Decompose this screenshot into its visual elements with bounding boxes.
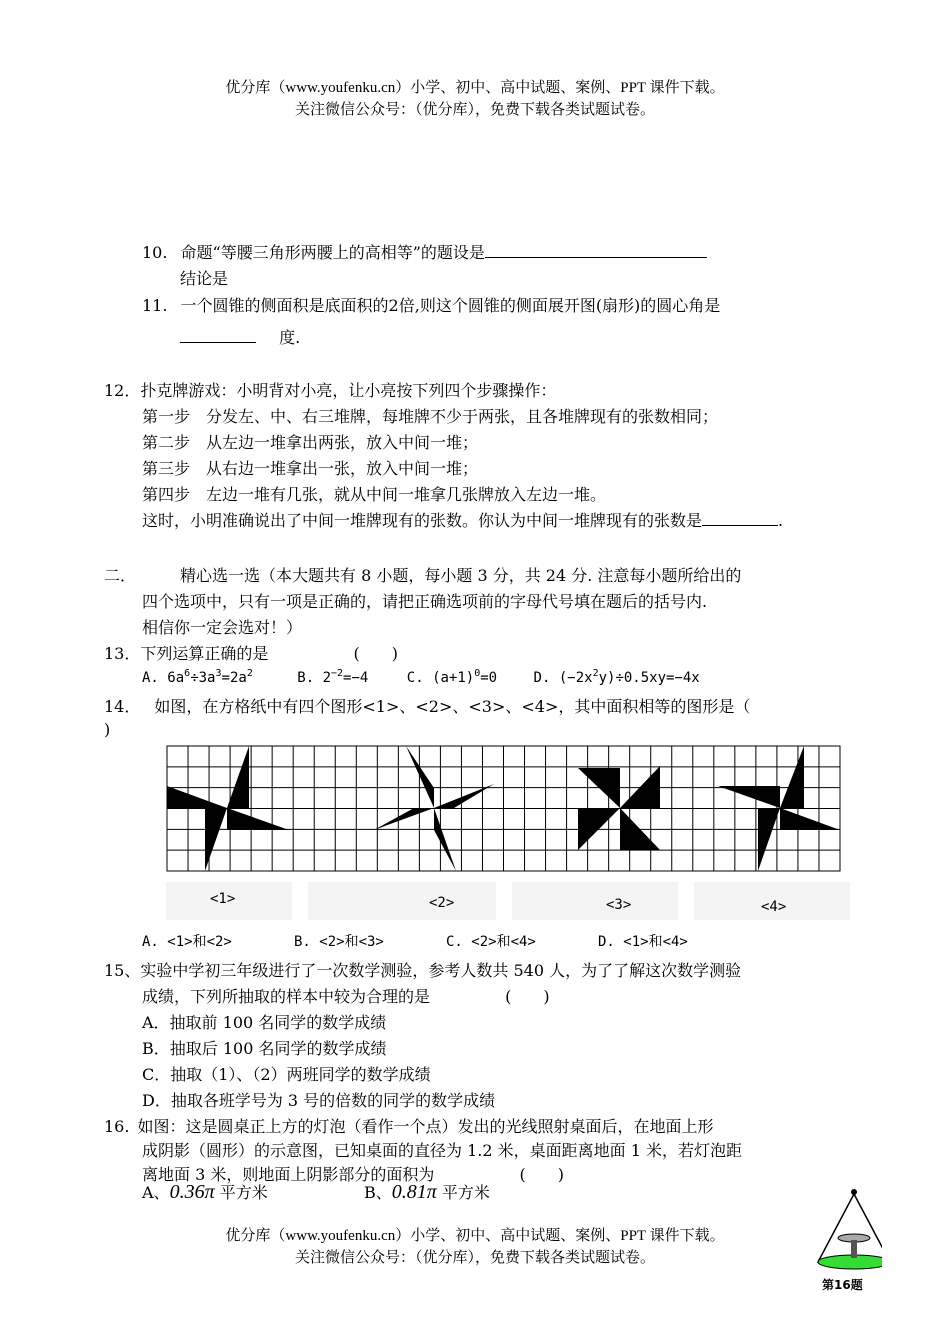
question-text: 命题“等腰三角形两腰上的高相等”的题设是 <box>180 243 485 262</box>
figure-label-2: <2> <box>429 895 455 911</box>
section-2-number: 二． <box>104 566 137 585</box>
bulb <box>851 1189 857 1195</box>
question-14 <box>104 694 750 717</box>
step-3: 第三步 从右边一堆拿出一张，放入中间一堆； <box>142 459 479 478</box>
section-2-line-3: 相信你一定会选对！） <box>142 618 303 637</box>
option-a[interactable]: A. $6a^6\div 3a^3=2a^2$ <box>142 668 253 686</box>
question-text: 下列运算正确的是 <box>140 644 269 663</box>
question-number: 16. <box>104 1117 130 1136</box>
option-b[interactable]: B．抽取后 100 名同学的数学成绩 <box>142 1039 387 1058</box>
question-text: 扑克牌游戏：小明背对小亮，让小亮按下列四个步骤操作： <box>140 381 557 400</box>
figure-label-1: <1> <box>210 891 236 907</box>
question-11 <box>142 293 720 316</box>
question-11-answer-line <box>180 325 300 348</box>
question-14-options <box>142 931 688 951</box>
figure-caption: 第16题 <box>822 1278 863 1292</box>
option-d[interactable]: D. <1>和<4> <box>598 934 688 950</box>
option-d[interactable]: D．抽取各班学号为 3 号的倍数的同学的数学成绩 <box>142 1091 496 1110</box>
footer-line-1: 优分库（www.youfenku.cn）小学、初中、高中试题、案例、PPT 课件下载。 <box>225 1228 725 1244</box>
question-text: 离地面 3 米，则地面上阴影部分的面积为 <box>142 1165 435 1184</box>
period: . <box>778 511 784 530</box>
unit-text: 度. <box>279 328 301 347</box>
question-number: 10. <box>142 243 168 262</box>
question-text: 这时，小明准确说出了中间一堆牌现有的张数。你认为中间一堆牌现有的张数是 <box>142 511 703 530</box>
section-2-line-2: 四个选项中，只有一项是正确的，请把正确选项前的字母代号填在题后的括号内. <box>142 592 708 611</box>
question-16-options <box>142 1180 490 1204</box>
step-2: 第二步 从左边一堆拿出两张，放入中间一堆； <box>142 433 479 452</box>
question-text: 成绩，下列所抽取的样本中较为合理的是 <box>142 987 431 1006</box>
option-b[interactable]: B、0.81π 平方米 <box>364 1181 490 1203</box>
question-text: 如图：这是圆桌正上方的灯泡（看作一个点）发出的光线照射桌面后，在地面上形 <box>137 1117 714 1136</box>
option-a[interactable]: A. <1>和<2> <box>142 934 232 950</box>
question-number: 12． <box>104 381 141 400</box>
grid-figure <box>166 744 850 924</box>
step-1: 第一步 分发左、中、右三堆牌，每堆牌不少于两张，且各堆牌现有的张数相同； <box>142 407 719 426</box>
question-13 <box>104 641 398 664</box>
question-number: 14． <box>104 697 141 716</box>
option-b[interactable]: B. $2^{-2}=-4$ <box>297 668 369 686</box>
question-number: 11. <box>142 296 168 315</box>
option-c[interactable]: C．抽取（1）、（2）两班同学的数学成绩 <box>142 1065 431 1084</box>
question-number: 15、 <box>104 961 141 980</box>
figure-label-3: <3> <box>606 897 632 913</box>
question-10 <box>142 240 707 263</box>
option-d[interactable]: D. $(-2x^2y)\div 0.5xy=-4x$ <box>533 668 700 686</box>
question-15 <box>104 958 741 981</box>
answer-bracket[interactable]: ( ) <box>353 644 398 663</box>
question-16-line-2: 成阴影（圆形）的示意图，已知桌面的直径为 1.2 米，桌面距离地面 1 米，若灯泡距 <box>142 1141 742 1160</box>
question-15-cont <box>142 984 550 1007</box>
answer-blank[interactable] <box>485 256 707 258</box>
answer-bracket[interactable]: ( ) <box>519 1165 564 1184</box>
question-text: 如图，在方格纸中有四个图形<1>、<2>、<3>、<4>，其中面积相等的图形是（ <box>154 697 751 716</box>
question-16 <box>104 1114 713 1137</box>
question-14-cont: ) <box>104 720 111 739</box>
question-text: 一个圆锥的侧面积是底面积的2倍,则这个圆锥的侧面展开图(扇形)的圆心角是 <box>180 296 721 315</box>
footer-line-2: 关注微信公众号：（优分库），免费下载各类试题试卷。 <box>294 1250 655 1266</box>
step-4: 第四步 左边一堆有几张，就从中间一堆拿几张牌放入左边一堆。 <box>142 485 607 504</box>
section-2-line-1: 精心选一选（本大题共有 8 小题，每小题 3 分，共 24 分. 注意每小题所给出的 <box>180 566 742 585</box>
option-c[interactable]: C. <2>和<4> <box>446 934 536 950</box>
question-10-conclusion: 结论是 <box>180 269 229 288</box>
option-b[interactable]: B. <2>和<3> <box>294 934 384 950</box>
question-12-final <box>142 508 783 531</box>
question-number: 13． <box>104 644 141 663</box>
figure-label-4: <4> <box>761 899 787 915</box>
answer-blank[interactable] <box>702 524 778 526</box>
answer-bracket[interactable]: ( ) <box>505 987 550 1006</box>
option-c[interactable]: C. $(a+1)^0=0$ <box>406 668 498 686</box>
header-line-1: 优分库（www.youfenku.cn）小学、初中、高中试题、案例、PPT 课件下载。 <box>225 80 725 96</box>
question-13-options <box>142 668 700 686</box>
option-a[interactable]: A、0.36π 平方米 <box>142 1181 268 1203</box>
answer-blank[interactable] <box>180 341 256 343</box>
question-12 <box>104 378 556 401</box>
option-a[interactable]: A．抽取前 100 名同学的数学成绩 <box>142 1013 387 1032</box>
header-line-2: 关注微信公众号：（优分库），免费下载各类试题试卷。 <box>294 102 655 118</box>
question-text: 实验中学初三年级进行了一次数学测验，参考人数共 540 人，为了了解这次数学测验 <box>140 961 742 980</box>
